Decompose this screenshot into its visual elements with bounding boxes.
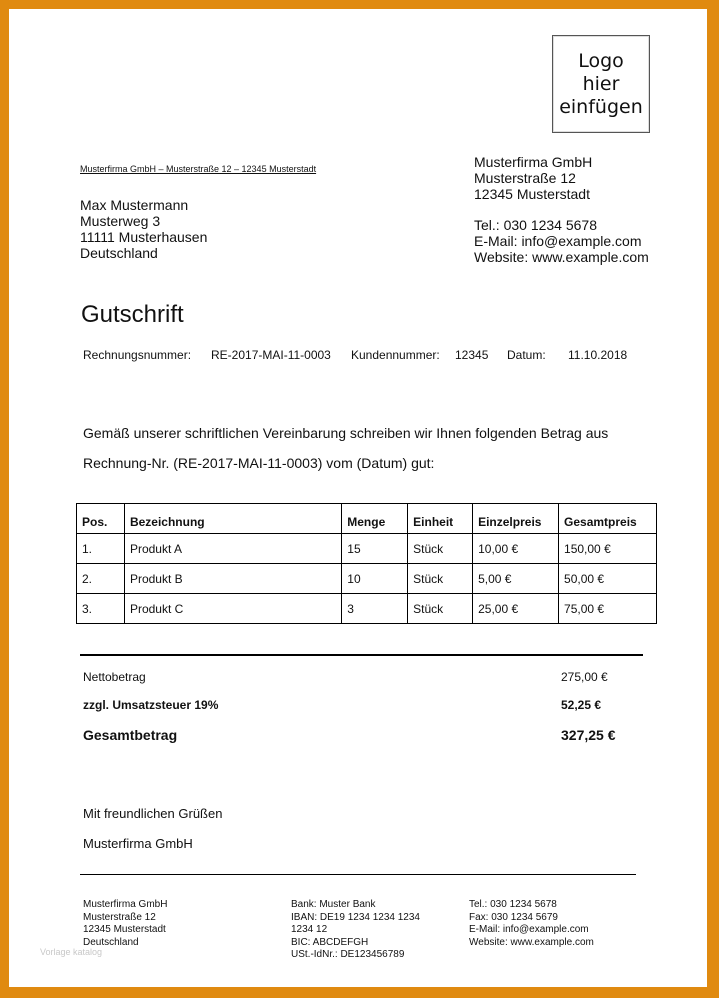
watermark: Vorlage katalog [40, 947, 103, 957]
table-cell: Stück [408, 564, 473, 594]
vat-label: zzgl. Umsatzsteuer 19% [83, 698, 219, 712]
footer-text: Fax: 030 1234 5679 [469, 911, 558, 923]
intro-text-line: Rechnung-Nr. (RE-2017-MAI-11-0003) vom (Datum) gut: [83, 455, 435, 471]
net-amount-value: 275,00 € [561, 670, 608, 684]
total-amount-value: 327,25 € [561, 727, 616, 743]
vat-value: 52,25 € [561, 698, 602, 712]
table-row [77, 594, 657, 624]
table-cell: 50,00 € [559, 564, 657, 594]
logo-text-line: hier [582, 72, 620, 95]
table-row [77, 564, 657, 594]
customer-number-value: 12345 [455, 348, 489, 362]
footer-text: Deutschland [83, 936, 139, 948]
logo-text-line: einfügen [559, 95, 643, 118]
closing-signature: Musterfirma GmbH [83, 836, 193, 851]
footer-text: 12345 Musterstadt [83, 924, 166, 935]
document-page [9, 9, 707, 987]
date-label: Datum: [507, 348, 546, 362]
footer-address [83, 899, 167, 949]
table-cell: Produkt B [124, 564, 341, 594]
footer-text: IBAN: DE19 1234 1234 1234 [291, 911, 420, 923]
footer-divider [80, 874, 636, 875]
column-header: Einzelpreis [473, 504, 559, 534]
net-amount-label: Nettobetrag [83, 670, 146, 684]
column-header: Gesamtpreis [559, 504, 657, 534]
company-city: 12345 Musterstadt [474, 186, 590, 202]
table-cell: Produkt A [124, 534, 341, 564]
footer-text: E-Mail: info@example.com [469, 924, 589, 935]
table-cell: 3 [342, 594, 408, 624]
table-cell: 25,00 € [473, 594, 559, 624]
totals-divider [80, 654, 643, 656]
footer-text: Musterstraße 12 [83, 911, 156, 923]
column-header: Pos. [77, 504, 125, 534]
items-table [76, 503, 657, 624]
recipient-city: 11111 Musterhausen [80, 229, 208, 245]
column-header: Einheit [408, 504, 473, 534]
recipient-address [80, 197, 207, 261]
company-email: E-Mail: info@example.com [474, 233, 642, 249]
recipient-country: Deutschland [80, 245, 158, 261]
footer-text: Tel.: 030 1234 5678 [469, 899, 557, 910]
table-cell: 3. [77, 594, 125, 624]
column-header: Bezeichnung [124, 504, 341, 534]
company-name: Musterfirma GmbH [474, 154, 593, 170]
document-title: Gutschrift [81, 301, 184, 328]
table-cell: Stück [408, 534, 473, 564]
invoice-number-label: Rechnungsnummer: [83, 348, 192, 362]
table-cell: 5,00 € [473, 564, 559, 594]
total-amount-label: Gesamtbetrag [83, 727, 178, 743]
company-website: Website: www.example.com [474, 249, 649, 265]
table-cell: Produkt C [124, 594, 341, 624]
table-cell: 10 [342, 564, 408, 594]
footer-text: 1234 12 [291, 924, 328, 935]
footer-text: Bank: Muster Bank [291, 899, 376, 910]
table-cell: 1. [77, 534, 125, 564]
logo-placeholder [552, 35, 650, 133]
table-row [77, 534, 657, 564]
intro-text-line: Gemäß unserer schriftlichen Vereinbarung schreiben wir Ihnen folgenden Betrag aus [83, 425, 609, 441]
footer-text: USt.-IdNr.: DE123456789 [291, 949, 405, 960]
company-phone: Tel.: 030 1234 5678 [474, 217, 597, 233]
table-cell: 2. [77, 564, 125, 594]
table-cell: 150,00 € [559, 534, 657, 564]
sender-address-line: Musterfirma GmbH – Musterstraße 12 – 12345 Musterstadt [80, 164, 317, 174]
table-cell: 15 [342, 534, 408, 564]
customer-number-label: Kundennummer: [351, 348, 440, 362]
table-cell: Stück [408, 594, 473, 624]
footer-text: BIC: ABCDEFGH [291, 936, 369, 948]
logo-text-line: Logo [578, 49, 624, 72]
date-value: 11.10.2018 [568, 348, 628, 362]
footer-bank [291, 899, 420, 962]
closing-greeting: Mit freundlichen Grüßen [83, 806, 223, 821]
table-cell: 75,00 € [559, 594, 657, 624]
footer-contact [469, 899, 594, 949]
recipient-street: Musterweg 3 [80, 213, 161, 229]
invoice-number-value: RE-2017-MAI-11-0003 [211, 348, 331, 362]
company-street: Musterstraße 12 [474, 170, 576, 186]
recipient-name: Max Mustermann [80, 197, 189, 213]
company-info [474, 154, 649, 265]
footer-text: Musterfirma GmbH [83, 899, 168, 910]
column-header: Menge [342, 504, 408, 534]
table-header-row [77, 504, 657, 534]
footer-text: Website: www.example.com [469, 936, 594, 948]
table-cell: 10,00 € [473, 534, 559, 564]
